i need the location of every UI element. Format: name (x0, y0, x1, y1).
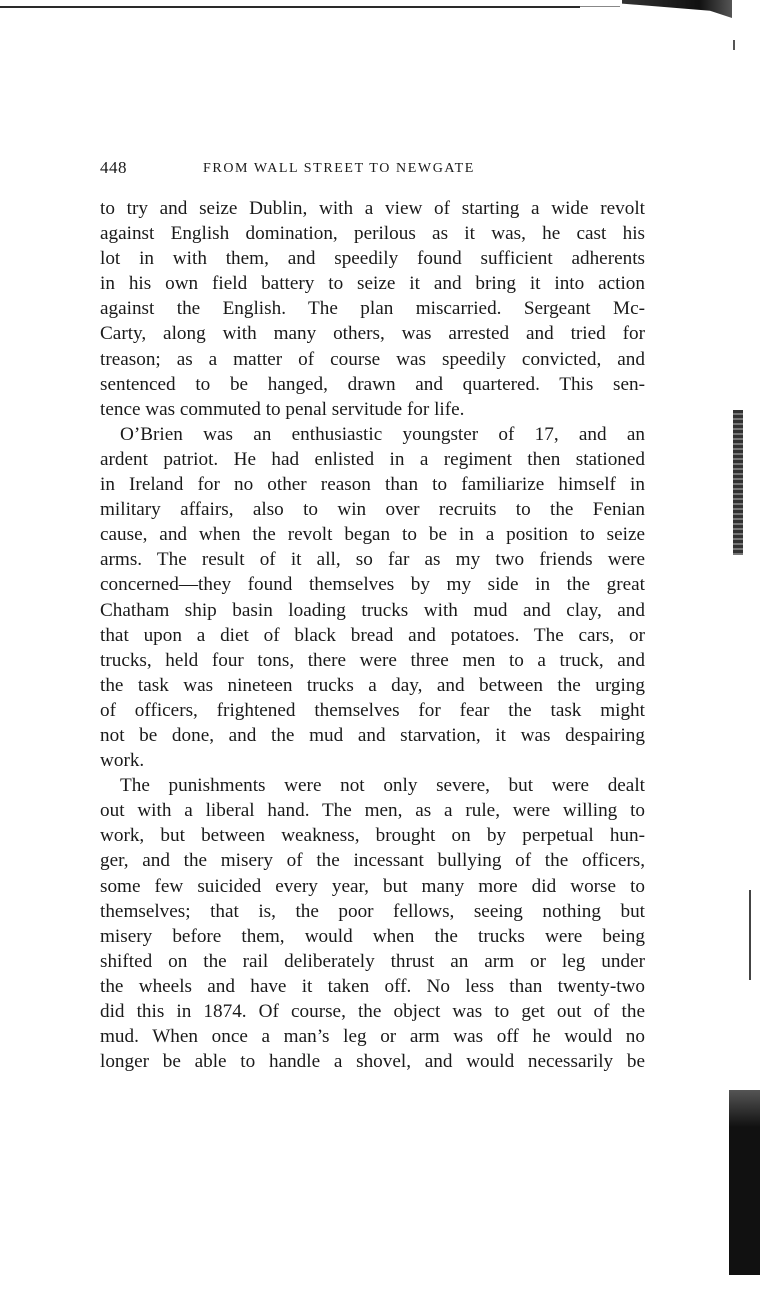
text-line: ger, and the misery of the incessant bullying of the officers, (100, 850, 645, 872)
text-line: tence was commuted to penal servitude for life. (100, 398, 465, 420)
text-line: of officers, frightened themselves for fear the task might (100, 699, 645, 721)
scan-corner-mark (622, 0, 732, 18)
text-line: to try and seize Dublin, with a view of starting a wide revolt (100, 198, 645, 219)
text-line: The punishments were not only severe, but were dealt (120, 775, 645, 797)
text-line: misery before them, would when the trucks were being (100, 925, 645, 947)
text-line: the task was nineteen trucks a day, and between the urging (100, 674, 645, 696)
text-line: work. (100, 750, 145, 772)
text-line: in his own field battery to seize it and bring it into action (100, 273, 645, 295)
scan-edge-mark (733, 40, 735, 50)
text-line: Chatham ship basin loading trucks with mud and clay, and (100, 599, 645, 621)
running-head-title: FROM WALL STREET TO NEWGATE (203, 161, 475, 176)
text-line: cause, and when the revolt began to be in a position to seize (100, 524, 645, 546)
text-line: some few suicided every year, but many more did worse to (100, 875, 645, 897)
text-line: against English domination, perilous as it was, he cast his (100, 223, 645, 245)
text-line: lot in with them, and speedily found sufficient adherents (100, 248, 645, 270)
page-number: 448 (100, 158, 127, 177)
text-line: that upon a diet of black bread and potatoes. The cars, or (100, 624, 645, 646)
text-line: longer be able to handle a shovel, and would necessarily be (100, 1051, 645, 1073)
text-line: treason; as a matter of course was speedily convicted, and (100, 348, 645, 370)
text-line: did this in 1874. Of course, the object was to get out of the (100, 1001, 645, 1022)
text-line: Carty, along with many others, was arrested and tried for (100, 323, 645, 345)
body-text (100, 196, 645, 1074)
running-head (100, 158, 645, 182)
text-line: not be done, and the mud and starvation, it was despairing (100, 724, 645, 746)
text-line: arms. The result of it all, so far as my two friends were (100, 549, 645, 571)
text-line: mud. When once a man’s leg or arm was off he would no (100, 1026, 645, 1048)
text-line: work, but between weakness, brought on by perpetual hun- (100, 825, 645, 847)
scan-edge-mark (733, 410, 743, 555)
text-line: in Ireland for no other reason than to familiarize himself in (100, 474, 645, 496)
text-line: out with a liberal hand. The men, as a rule, were willing to (100, 800, 645, 822)
text-line: military affairs, also to win over recruits to the Fenian (100, 499, 645, 521)
text-line: sentenced to be hanged, drawn and quartered. This sen- (100, 373, 645, 395)
text-line: the wheels and have it taken off. No less than twenty-two (100, 975, 645, 997)
text-line: concerned—they found themselves by my side in the great (100, 574, 645, 596)
text-line: trucks, held four tons, there were three men to a truck, and (100, 649, 645, 671)
scan-edge-mark (749, 890, 751, 980)
text-line: ardent patriot. He had enlisted in a regiment then stationed (100, 448, 645, 470)
text-line: shifted on the rail deliberately thrust an arm or leg under (100, 950, 645, 972)
text-line: themselves; that is, the poor fellows, seeing nothing but (100, 900, 645, 922)
scan-top-rule (0, 6, 580, 8)
scan-top-rule-fade (580, 6, 620, 7)
text-line: against the English. The plan miscarried. Sergeant Mc- (100, 298, 645, 320)
text-line: O’Brien was an enthusiastic youngster of 17, and an (120, 423, 645, 445)
scan-edge-mark (729, 1090, 760, 1275)
